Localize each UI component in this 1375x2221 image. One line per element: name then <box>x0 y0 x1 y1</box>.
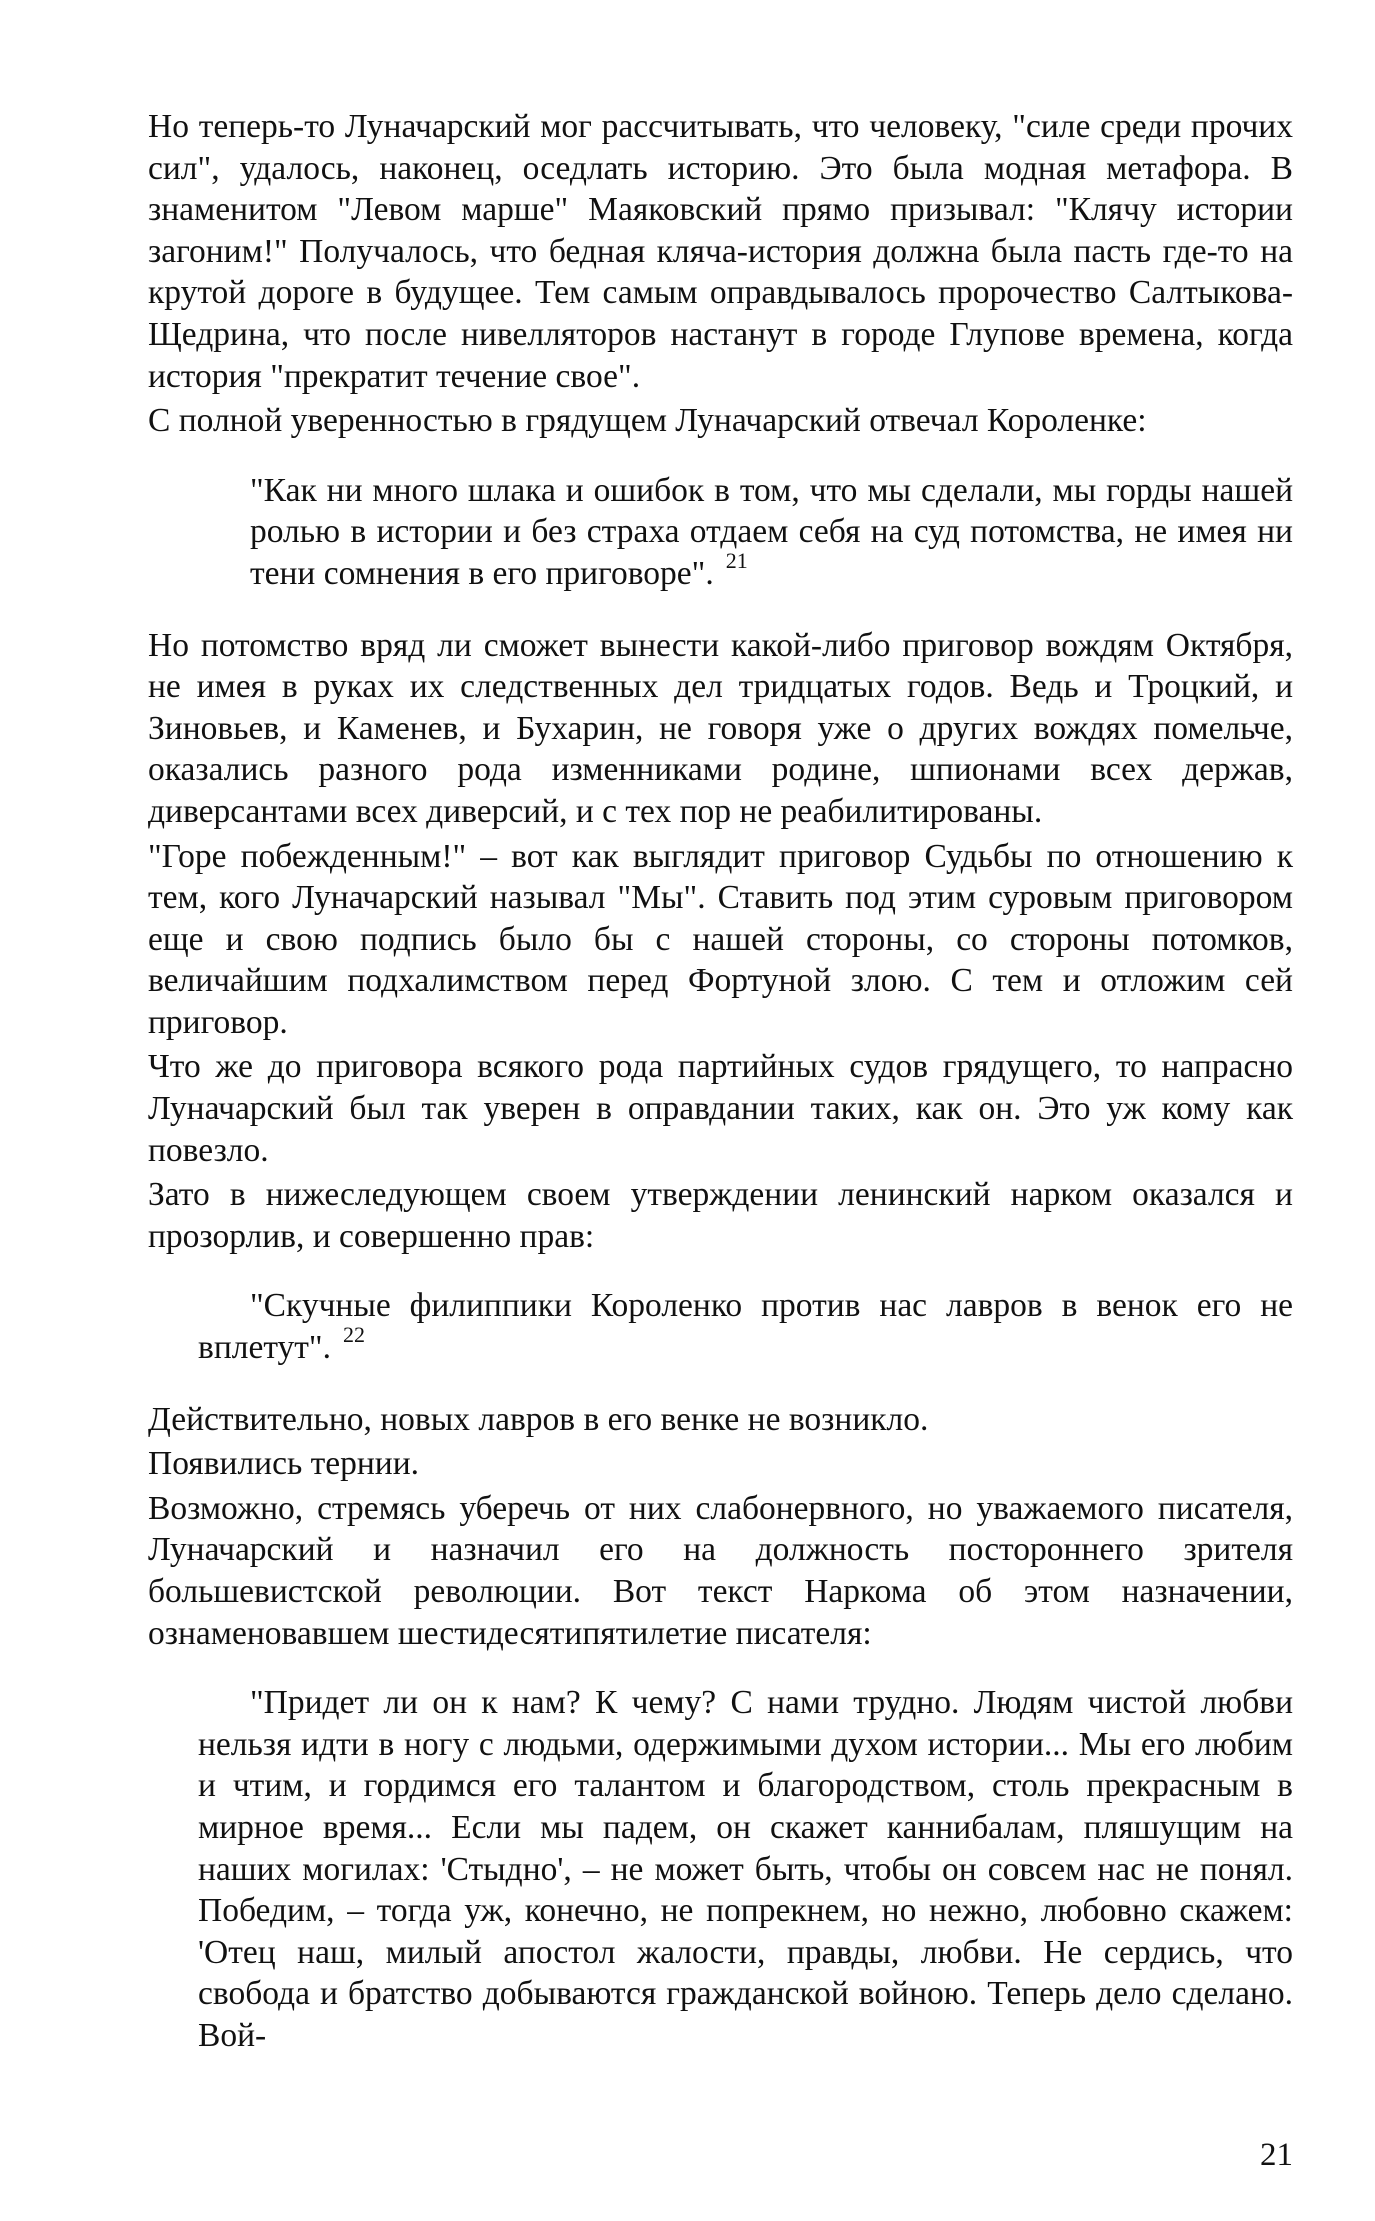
paragraph: Действительно, новых лавров в его венке не возникло. <box>148 1400 929 1438</box>
paragraph: Что же до приговора всякого рода партийных судов грядущего, то напрасно Луначарский был так уверен в оправдании таких, как он. Это уж кому как повезло. <box>148 1048 1293 1169</box>
quote-block <box>148 470 1293 595</box>
quote-text: "Придет ли он к нам? К чему? С нами трудно. Людям чистой любви нельзя идти в ногу с людьми, одержимыми духом истории... Мы его любим и чтим, и гордимся его талантом и благородством, столь прекрасным в мирное время... Если мы падем, он скажет каннибалам, пляшущим на наших могилах: 'Стыдно', – не может быть, чтобы он совсем нас не понял. Победим, – тогда уж, конечно, не попрекнем, но нежно, любовно скажем: 'Отец наш, милый апостол жалости, правды, любви. Не сердись, что свобода и братство добываются гражданской войною. Теперь дело сделано. Вой- <box>198 1684 1293 2054</box>
paragraph: Появились тернии. <box>148 1445 420 1483</box>
paragraph: С полной уверенностью в грядущем Луначарский отвечал Короленке: <box>148 402 1147 440</box>
page-number: 21 <box>1260 2137 1293 2173</box>
footnote-marker: 21 <box>725 547 748 573</box>
paragraph: Возможно, стремясь уберечь от них слабонервного, но уважаемого писателя, Луначарский и назначил его на должность постороннего зрителя большевистской революции. Вот текст Наркома об этом назначении, ознаменовавшем шестидесятипятилетие писателя: <box>148 1489 1293 1652</box>
paragraph: Зато в нижеследующем своем утверждении ленинский нарком оказался и прозорлив, и совершенно прав: <box>148 1176 1293 1255</box>
footnote-marker: 22 <box>342 1322 365 1348</box>
paragraph: Но потомство вряд ли сможет вынести какой-либо приговор вождям Октября, не имея в руках их следственных дел тридцатых годов. Ведь и Троцкий, и Зиновьев, и Каменев, и Бухарин, не говоря уже о других вождях помельче, оказались разного рода изменниками родине, шпионами всех держав, диверсантами всех диверсий, и с тех пор не реабилитированы. <box>148 626 1293 830</box>
paragraph: "Горе побежденным!" – вот как выглядит приговор Судьбы по отношению к тем, кого Луначарский называл "Мы". Ставить под этим суровым приговором еще и свою подпись было бы с нашей стороны, со стороны потомков, величайшим подхалимством перед Фортуной злою. С тем и отложим сей приговор. <box>148 837 1293 1041</box>
quote-block <box>148 1682 1293 2056</box>
quote-text: "Как ни много шлака и ошибок в том, что мы сделали, мы горды нашей ролью в истории и без страха отдаем себя на суд потомства, не имея ни тени сомнения в его приговоре". <box>250 471 1293 592</box>
paragraph: Но теперь-то Луначарский мог рассчитывать, что человеку, "силе среди прочих сил", удалось, наконец, оседлать историю. Это была модная метафора. В знаменитом "Левом марше" Маяковский прямо призывал: "Клячу истории загоним!" Получалось, что бедная кляча-история должна была пасть где-то на крутой дороге в будущее. Тем самым оправдывалось пророчество Салтыкова-Щедрина, что после нивелляторов настанут в городе Глупове времена, когда история "прекратит течение свое". <box>148 108 1293 395</box>
quote-block <box>148 1285 1293 1368</box>
quote-text: "Скучные филиппики Короленко против нас лавров в венок его не вплетут". <box>198 1287 1293 1367</box>
text-column <box>148 106 1293 2087</box>
